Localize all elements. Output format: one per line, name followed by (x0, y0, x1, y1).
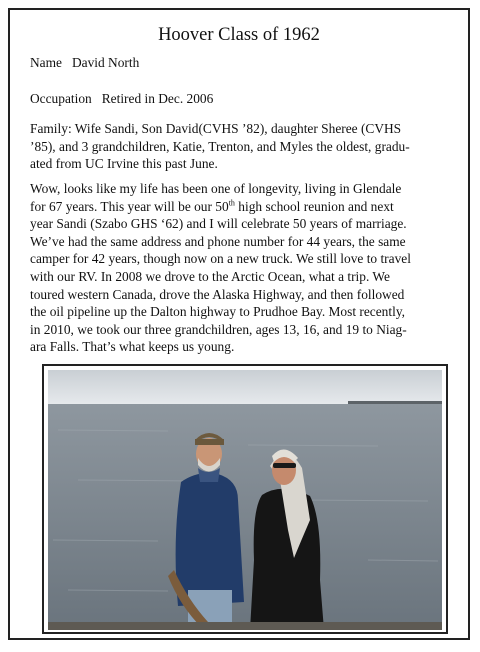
story-line (30, 198, 450, 216)
class-profile-page (8, 8, 470, 640)
story-line: ara Falls. That’s what keeps us young. (30, 339, 235, 355)
occupation-label: Occupation (30, 91, 92, 106)
story-line-part: for 67 years. This year will be our 50 (30, 198, 229, 214)
name-label: Name (30, 55, 62, 70)
distant-shore (348, 401, 442, 404)
story-line: the oil pipeline up the Dalton highway to Prudhoe Bay. Most recently, (30, 304, 405, 320)
name-value: David North (71, 55, 140, 70)
occupation-value: Retired in Dec. 2006 (101, 91, 214, 106)
water (48, 404, 442, 630)
sky (48, 370, 442, 404)
story-line: with our RV. In 2008 we drove to the Arctic Ocean, what a trip. We (30, 268, 390, 284)
story-line: We’ve had the same address and phone number for 44 years, the same (30, 233, 406, 249)
page-title: Hoover Class of 1962 (158, 25, 320, 45)
family-paragraph (30, 120, 450, 173)
story-line: in 2010, we took our three grandchildren, ages 13, 16, and 19 to Niag- (30, 321, 407, 337)
family-line: ’85), and 3 grandchildren, Katie, Trenton, and Myles the oldest, gradu- (30, 138, 410, 154)
family-line: ated from UC Irvine this past June. (30, 156, 218, 172)
photo-frame (42, 364, 448, 634)
occupation-row (30, 90, 213, 107)
couple-photo (48, 370, 442, 630)
story-line-part: high school reunion and next (234, 198, 394, 214)
story-line: toured western Canada, drove the Alaska Highway, and then followed (30, 286, 405, 302)
story-line: camper for 42 years, though now on a new truck. We still love to travel (30, 251, 411, 267)
story-line: year Sandi (Szabo GHS ‘62) and I will celebrate 50 years of marriage. (30, 216, 407, 232)
shoreline-rocks (48, 622, 442, 630)
name-row (30, 54, 139, 71)
family-line: Family: Wife Sandi, Son David(CVHS ’82), daughter Sheree (CVHS (30, 121, 402, 136)
story-paragraph (30, 180, 450, 356)
story-line: Wow, looks like my life has been one of longevity, living in Glendale (30, 181, 402, 196)
superscript-th: th (228, 198, 235, 208)
